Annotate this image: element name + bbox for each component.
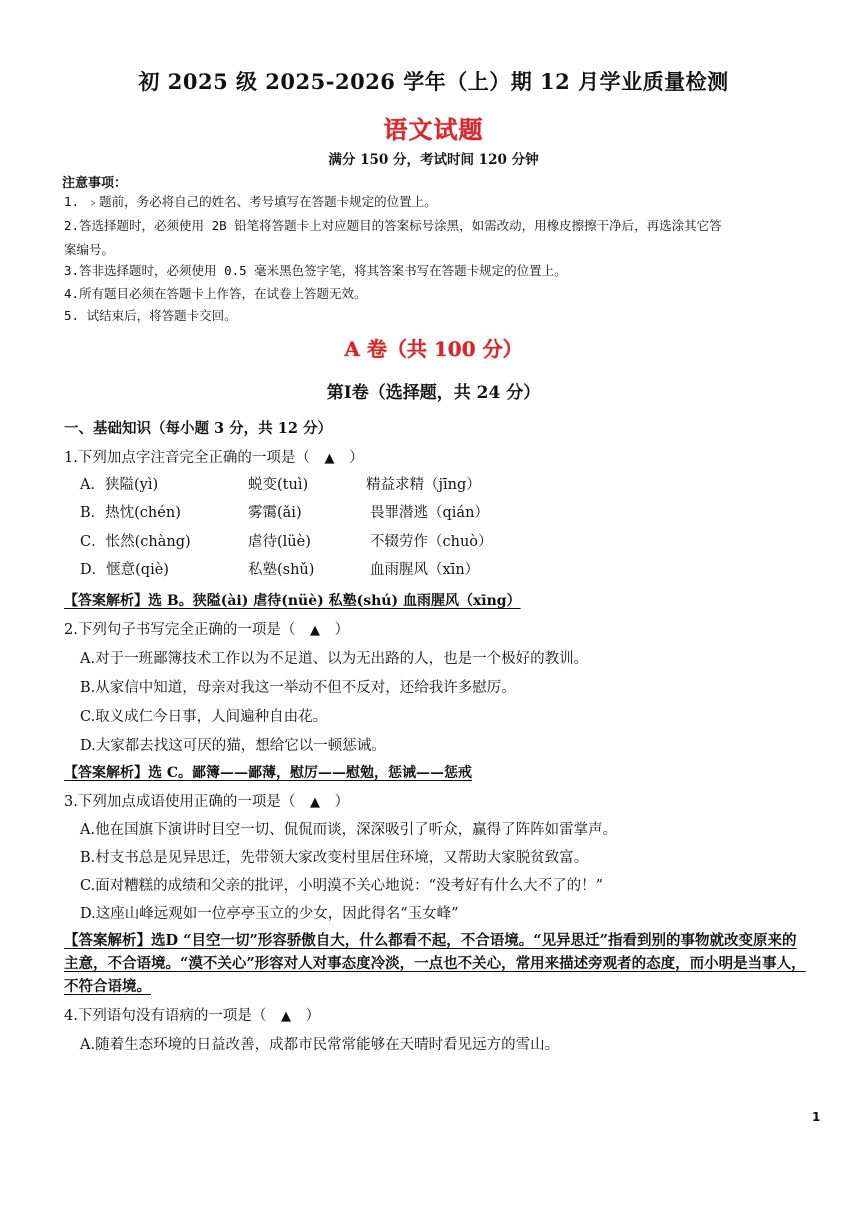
q1-option-b-3: 畏罪潜逃（qián）: [370, 505, 489, 521]
question-2-stem: [64, 618, 349, 639]
question-3-stem: [64, 790, 349, 811]
q2-option-c: C.取义成仁今日事，人间遍种自由花。: [80, 709, 328, 725]
answer-blank-triangle-icon: ▲: [324, 451, 335, 466]
q1-option-c-2: 虐待(lüè): [248, 534, 311, 550]
question-4-stem: [64, 1004, 320, 1025]
q3-option-c: C.面对糟糕的成绩和父亲的批评，小明漠不关心地说：“没考好有什么大不了的！”: [80, 878, 604, 894]
q1-option-c-3: 不辍劳作（chuò）: [370, 534, 493, 550]
answer-blank-triangle-icon: ▲: [280, 1009, 291, 1024]
question-1-stem: [64, 446, 364, 467]
q1-option-b-1: B．热忱(chén): [80, 505, 181, 521]
q1-option-a-1: A．狭隘(yì): [80, 477, 159, 493]
q1-option-c-1: C．怅然(chàng): [80, 534, 191, 550]
subject-title: 语文试题: [383, 115, 484, 144]
notice-item: 3.答非选择题时，必须使用 0.5 毫米黑色签字笔，将其答案书写在答题卡规定的位置上。: [64, 263, 567, 278]
notice-heading: 注意事项：: [62, 176, 128, 191]
q1-option-a-3: 精益求精（jīng）: [366, 477, 481, 493]
notice-item: 4.所有题目必须在答题卡上作答，在试卷上答题无效。: [64, 286, 367, 301]
section-a-heading: A 卷（共 100 分）: [344, 337, 523, 361]
q2-option-b: B.从家信中知道，母亲对我这一举动不但不反对，还给我许多慰厉。: [80, 680, 516, 696]
question-stem-close: ）: [305, 1008, 321, 1024]
q3-option-d: D.这座山峰远观如一位亭亭玉立的少女，因此得名“玉女峰”: [80, 906, 459, 922]
score-info: 满分 150 分，考试时间 120 分钟: [328, 152, 539, 168]
notice-item: 1. ﹥题前，务必将自己的姓名、考号填写在答题卡规定的位置上。: [64, 194, 437, 209]
page-number: 1: [812, 1110, 821, 1124]
question-stem-text: 1.下列加点字注音完全正确的一项是（: [64, 450, 310, 466]
question-stem-close: ）: [349, 450, 364, 466]
q1-option-a-2: 蜕变(tuì): [248, 477, 309, 493]
q2-option-a: A.对于一班鄙簿技术工作以为不足道、以为无出路的人，也是一个极好的教训。: [80, 651, 589, 667]
volume-1-heading: 第Ⅰ卷（选择题，共 24 分）: [326, 383, 541, 403]
question-stem-text: 4.下列语句没有语病的一项是（: [64, 1008, 267, 1024]
question-stem-text: 2.下列句子书写完全正确的一项是（: [64, 622, 296, 638]
question-stem-text: 3.下列加点成语使用正确的一项是（: [64, 794, 296, 810]
q1-option-d-1: D．惬意(qiè): [80, 562, 169, 578]
notice-item: 5. 试结束后，将答题卡交回。: [64, 308, 237, 323]
notice-item: 2.答选择题时，必须使用 2B 铅笔将答题卡上对应题目的答案标号涂黑，如需改动，用橡皮擦擦干净后，再选涂其它答: [64, 218, 722, 233]
exam-title: 初 2025 级 2025-2026 学年（上）期 12 月学业质量检测: [138, 69, 729, 94]
q1-option-b-2: 雾霭(ǎi): [248, 505, 302, 521]
answer-blank-triangle-icon: ▲: [309, 795, 320, 810]
answer-blank-triangle-icon: ▲: [309, 623, 320, 638]
q3-answer-explanation: 【答案解析】选D “目空一切”形容骄傲自大，什么都看不起，不合语境。“见异思迁”指看到别的事物就改变原来的主意，不合语境。“漠不关心”形容对人对事态度冷淡，一点也不关心，常用来描述旁观者的态度，而小明是当事人，不符合语境。: [64, 932, 806, 995]
q4-option-a: A.随着生态环境的日益改善，成都市民常常能够在天晴时看见远方的雪山。: [80, 1037, 560, 1053]
q1-option-d-2: 私塾(shǔ): [248, 562, 315, 578]
question-stem-close: ）: [334, 794, 350, 810]
q3-option-b: B.村支书总是见异思迁，先带领大家改变村里居住环境，又帮助大家脱贫致富。: [80, 850, 589, 866]
part-1-heading: 一、基础知识（每小题 3 分，共 12 分）: [64, 420, 332, 437]
notice-item: 案编号。: [64, 242, 115, 257]
q2-option-d: D.大家都去找这可厌的猫，想给它以一顿惩诫。: [80, 738, 386, 754]
question-stem-close: ）: [334, 622, 350, 638]
q1-option-d-3: 血雨腥风（xīn）: [370, 562, 480, 578]
q2-answer-explanation: 【答案解析】选 C。鄙簿——鄙薄，慰厉——慰勉，惩诫——惩戒: [64, 765, 473, 781]
q3-option-a: A.他在国旗下演讲时目空一切、侃侃而谈，深深吸引了听众，赢得了阵阵如雷掌声。: [80, 822, 618, 838]
q1-answer-explanation: 【答案解析】选 B。狭隘(ài) 虐待(nüè) 私塾(shú) 血雨腥风（xīng）: [64, 593, 521, 609]
